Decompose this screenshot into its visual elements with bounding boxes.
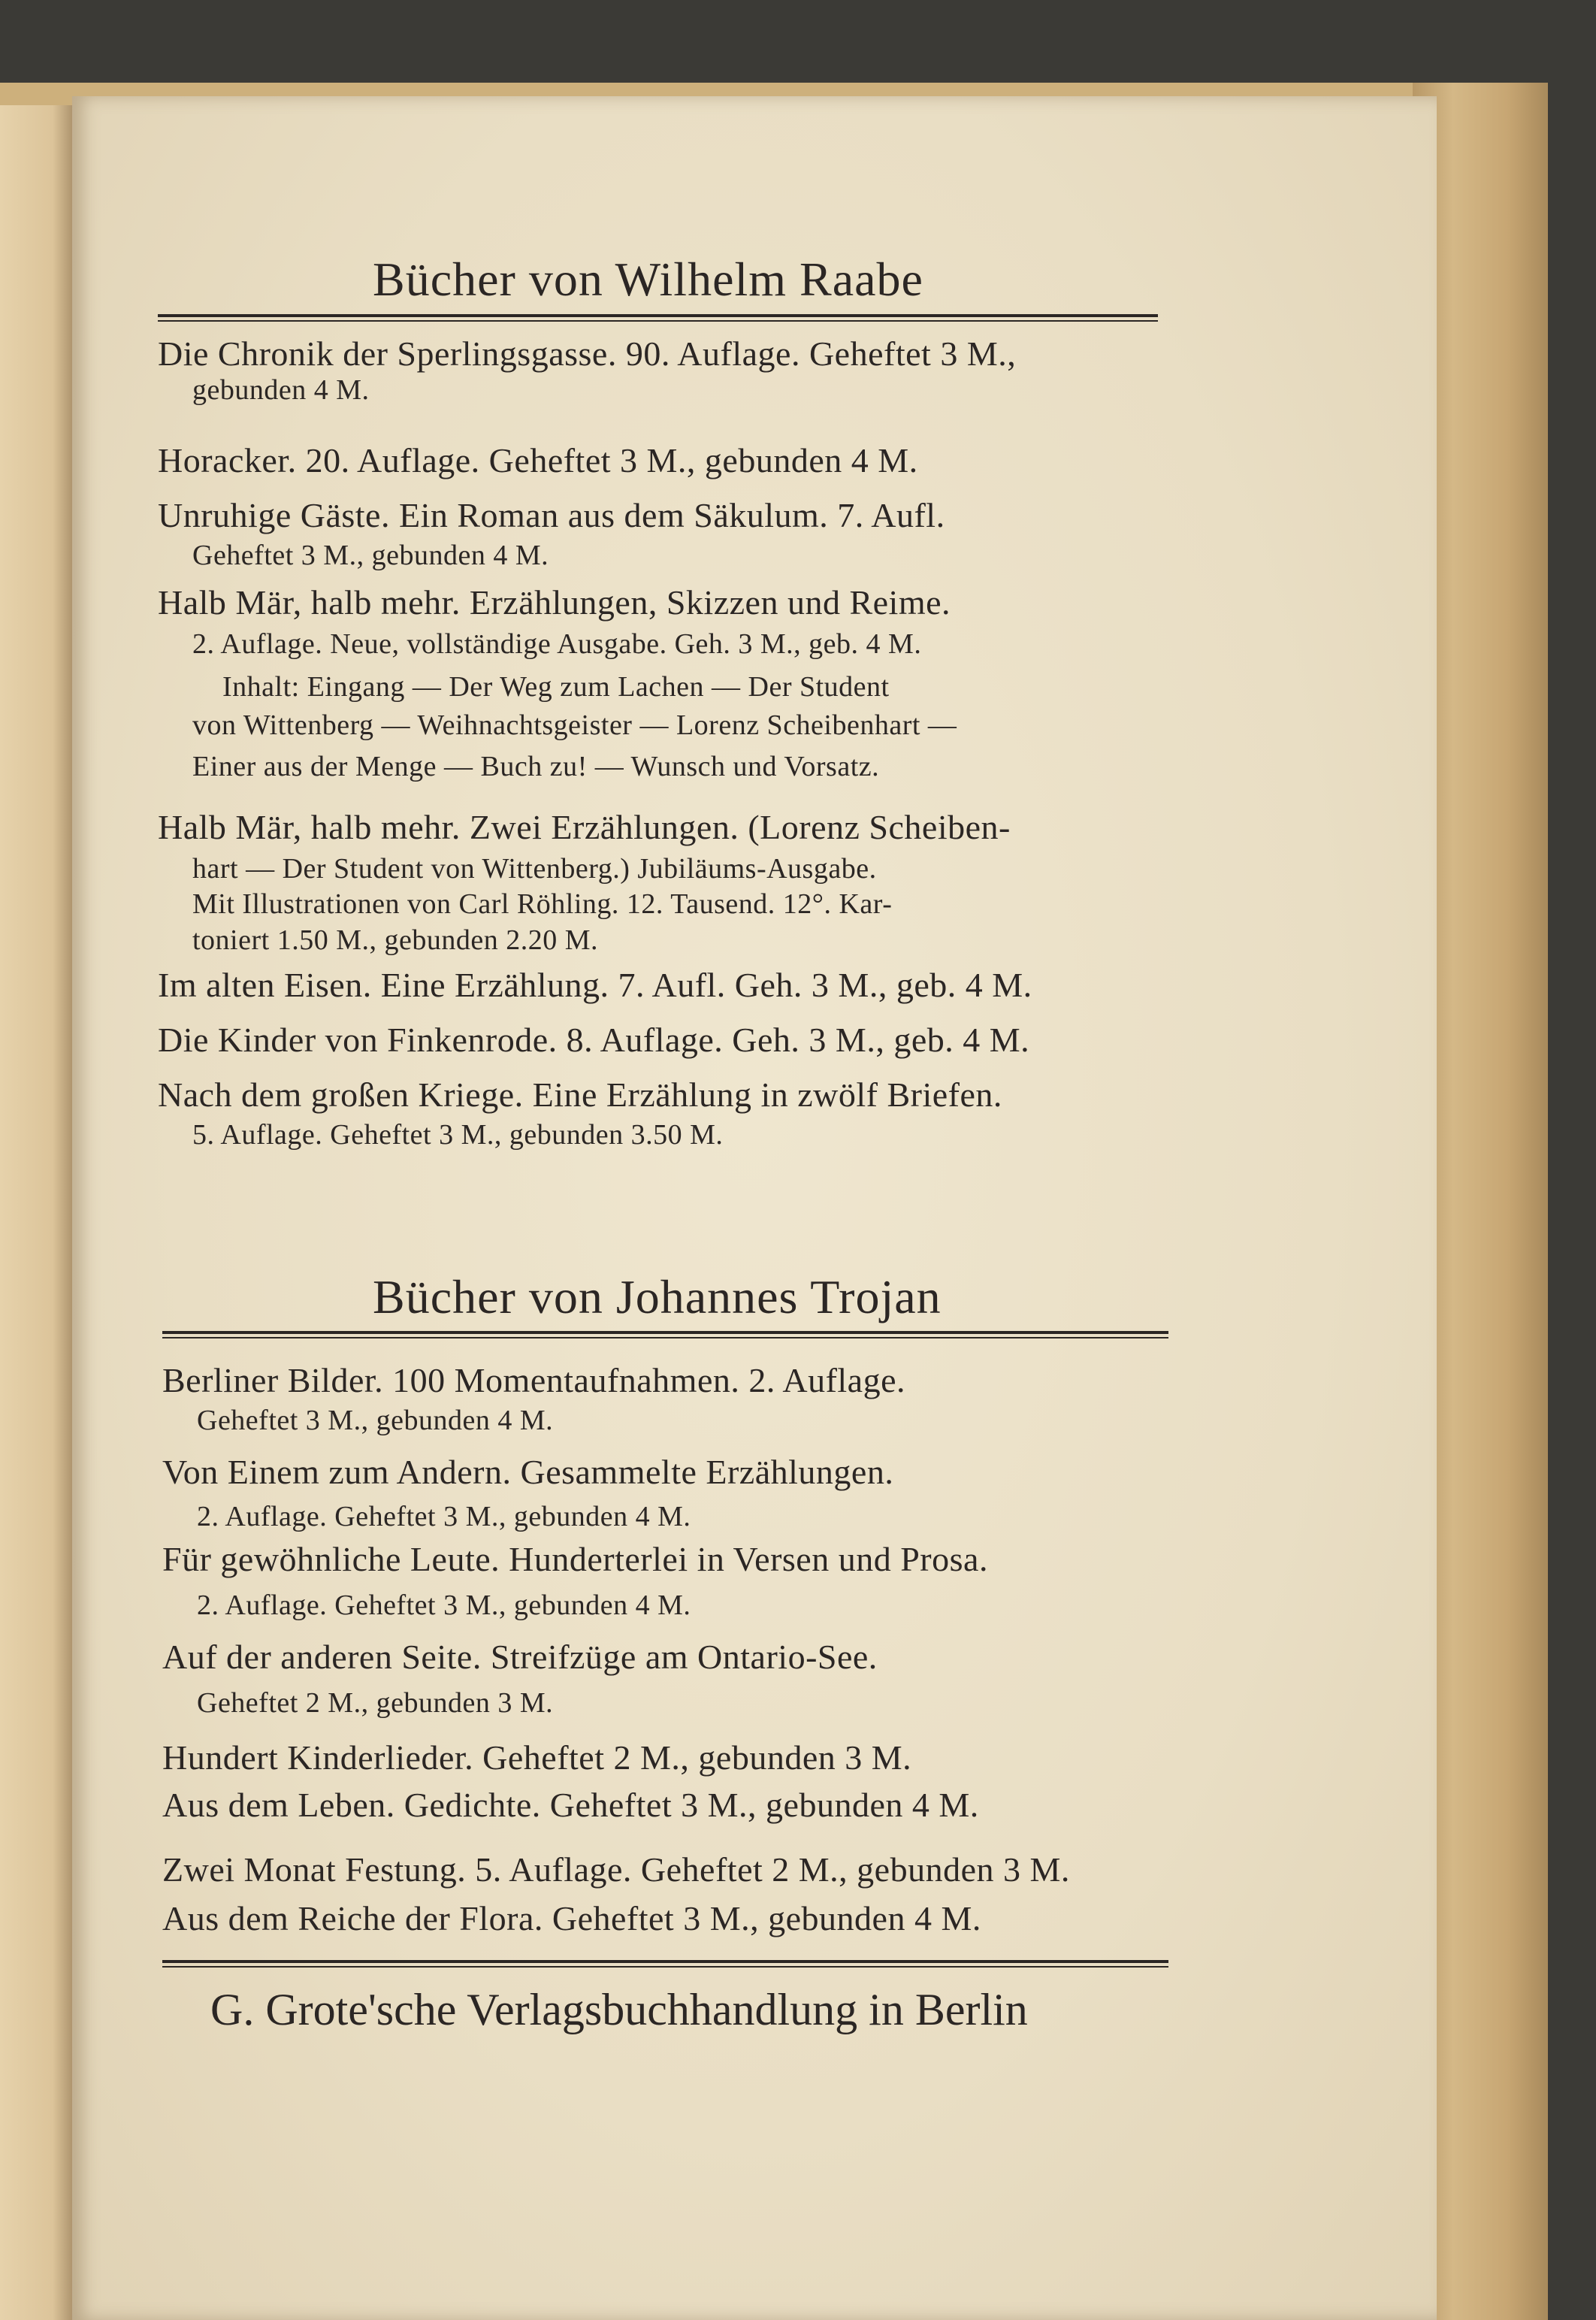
book-detail-line: Einer aus der Menge — Buch zu! — Wunsch und Vorsatz. [192, 751, 880, 782]
book-title-line: Hundert Kinderlieder. Geheftet 2 M., gebunden 3 M. [162, 1738, 912, 1777]
book-title-line: Die Kinder von Finkenrode. 8. Auflage. Geh. 3 M., geb. 4 M. [158, 1021, 1030, 1059]
book-title-line: Auf der anderen Seite. Streifzüge am Ontario-See. [162, 1638, 878, 1676]
book-detail-line: 2. Auflage. Neue, vollständige Ausgabe. Geh. 3 M., geb. 4 M. [192, 628, 922, 660]
book-title-line: Aus dem Reiche der Flora. Geheftet 3 M., gebunden 4 M. [162, 1899, 981, 1937]
book-title-line: Die Chronik der Sperlingsgasse. 90. Auflage. Geheftet 3 M., [158, 334, 1017, 373]
book-detail-line: Mit Illustrationen von Carl Röhling. 12. Tausend. 12°. Kar- [192, 888, 893, 920]
title-rule [158, 314, 1158, 322]
section-title-raabe: Bücher von Wilhelm Raabe [373, 253, 923, 306]
title-rule [162, 1331, 1168, 1338]
book-title-line: Horacker. 20. Auflage. Geheftet 3 M., gebunden 4 M. [158, 441, 918, 479]
book-title-line: Unruhige Gäste. Ein Roman aus dem Säkulum. 7. Aufl. [158, 496, 945, 534]
book-detail-line: hart — Der Student von Wittenberg.) Jubiläums-Ausgabe. [192, 853, 877, 885]
publisher-footer: G. Grote'sche Verlagsbuchhandlung in Berlin [210, 1985, 1028, 2034]
book-title-line: Halb Mär, halb mehr. Zwei Erzählungen. (Lorenz Scheiben- [158, 808, 1011, 846]
book-detail-line: Inhalt: Eingang — Der Weg zum Lachen — Der Student [222, 671, 890, 703]
book-detail-line: gebunden 4 M. [192, 374, 370, 406]
book-detail-line: von Wittenberg — Weihnachtsgeister — Lorenz Scheibenhart — [192, 709, 957, 741]
book-title-line: Halb Mär, halb mehr. Erzählungen, Skizzen und Reime. [158, 583, 951, 622]
book-detail-line: Geheftet 3 M., gebunden 4 M. [197, 1405, 554, 1436]
footer-rule [162, 1960, 1168, 1968]
book-detail-line: 2. Auflage. Geheftet 3 M., gebunden 4 M. [197, 1590, 691, 1621]
book-detail-line: 5. Auflage. Geheftet 3 M., gebunden 3.50 M. [192, 1119, 724, 1151]
book-title-line: Berliner Bilder. 100 Momentaufnahmen. 2. Auflage. [162, 1361, 905, 1399]
book-title-line: Aus dem Leben. Gedichte. Geheftet 3 M., gebunden 4 M. [162, 1786, 979, 1824]
book-title-line: Im alten Eisen. Eine Erzählung. 7. Aufl. Geh. 3 M., geb. 4 M. [158, 966, 1032, 1004]
section-title-trojan: Bücher von Johannes Trojan [373, 1270, 942, 1323]
book-title-line: Zwei Monat Festung. 5. Auflage. Geheftet 2 M., gebunden 3 M. [162, 1850, 1070, 1889]
book-detail-line: Geheftet 2 M., gebunden 3 M. [197, 1687, 554, 1719]
book-detail-line: toniert 1.50 M., gebunden 2.20 M. [192, 924, 599, 956]
book-title-line: Nach dem großen Kriege. Eine Erzählung in zwölf Briefen. [158, 1075, 1002, 1114]
left-page-edge [0, 105, 75, 2320]
book-detail-line: 2. Auflage. Geheftet 3 M., gebunden 4 M. [197, 1501, 691, 1532]
book-page [72, 96, 1437, 2320]
book-detail-line: Geheftet 3 M., gebunden 4 M. [192, 540, 549, 571]
book-title-line: Für gewöhnliche Leute. Hunderterlei in Versen und Prosa. [162, 1540, 988, 1578]
book-title-line: Von Einem zum Andern. Gesammelte Erzählungen. [162, 1453, 894, 1491]
